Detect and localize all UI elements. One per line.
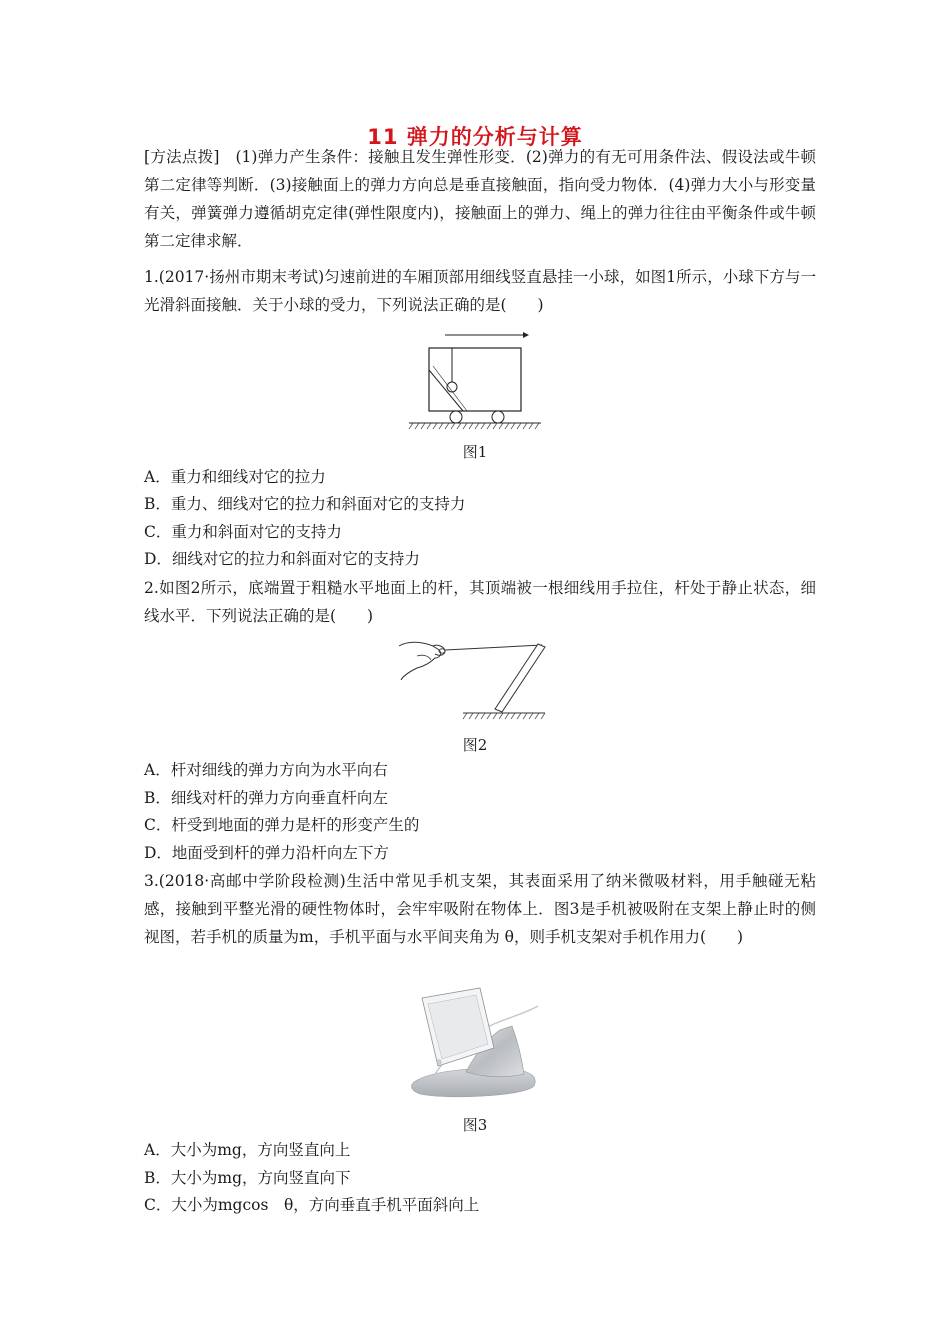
- figure-2-rod-and-hand: [395, 636, 555, 720]
- figure-1-train-car: [405, 326, 545, 436]
- question-1-option-b: B．重力、细线对它的拉力和斜面对它的支持力: [144, 495, 466, 513]
- method-tips: [方法点拨] (1)弹力产生条件：接触且发生弹性形变．(2)弹力的有无可用条件法、假设法或牛顿第二定律等判断．(3)接触面上的弹力方向总是垂直接触面，指向受力物体．(4)弹力大小与形变量有关，弹簧弹力遵循胡克定律(弹性限度内)，接触面上的弹力、绳上的弹力往往由平衡条件或牛顿第二定律求解．: [144, 148, 816, 250]
- question-2-stem: 2.如图2所示，底端置于粗糙水平地面上的杆，其顶端被一根细线用手拉住，杆处于静止状态，细线水平．下列说法正确的是( ): [144, 579, 816, 625]
- page-title: 11 弹力的分析与计算: [367, 125, 583, 149]
- question-2-option-a: A．杆对细线的弹力方向为水平向右: [144, 761, 388, 779]
- figure-3-phone-stand-photo: [408, 986, 544, 1104]
- question-3-stem: 3.(2018·高邮中学阶段检测)生活中常见手机支架，其表面采用了纳米微吸材料，用手触碰无粘感，接触到平整光滑的硬性物体时，会牢牢吸附在物体上．图3是手机被吸附在支架上静止时的侧视图，若手机的质量为m，手机平面与水平间夹角为 θ，则手机支架对手机作用力( ): [144, 872, 816, 946]
- question-1-option-a: A．重力和细线对它的拉力: [144, 468, 326, 486]
- question-1-stem: 1.(2017·扬州市期末考试)匀速前进的车厢顶部用细线竖直悬挂一小球，如图1所示，小球下方与一光滑斜面接触．关于小球的受力，下列说法正确的是( ): [144, 268, 816, 314]
- question-1-option-c: C．重力和斜面对它的支持力: [144, 523, 342, 541]
- question-2-option-c: C．杆受到地面的弹力是杆的形变产生的: [144, 816, 420, 834]
- figure-2-caption: 图2: [462, 736, 488, 754]
- question-1-option-d: D．细线对它的拉力和斜面对它的支持力: [144, 550, 420, 568]
- question-3-option-c: C．大小为mgcos θ，方向垂直手机平面斜向上: [144, 1196, 480, 1214]
- figure-1-caption: 图1: [462, 443, 488, 461]
- question-3-option-a: A．大小为mg，方向竖直向上: [144, 1141, 351, 1159]
- figure-3-caption: 图3: [462, 1116, 488, 1134]
- question-2-option-d: D．地面受到杆的弹力沿杆向左下方: [144, 844, 389, 862]
- question-3-option-b: B．大小为mg，方向竖直向下: [144, 1169, 351, 1187]
- question-2-option-b: B．细线对杆的弹力方向垂直杆向左: [144, 789, 388, 807]
